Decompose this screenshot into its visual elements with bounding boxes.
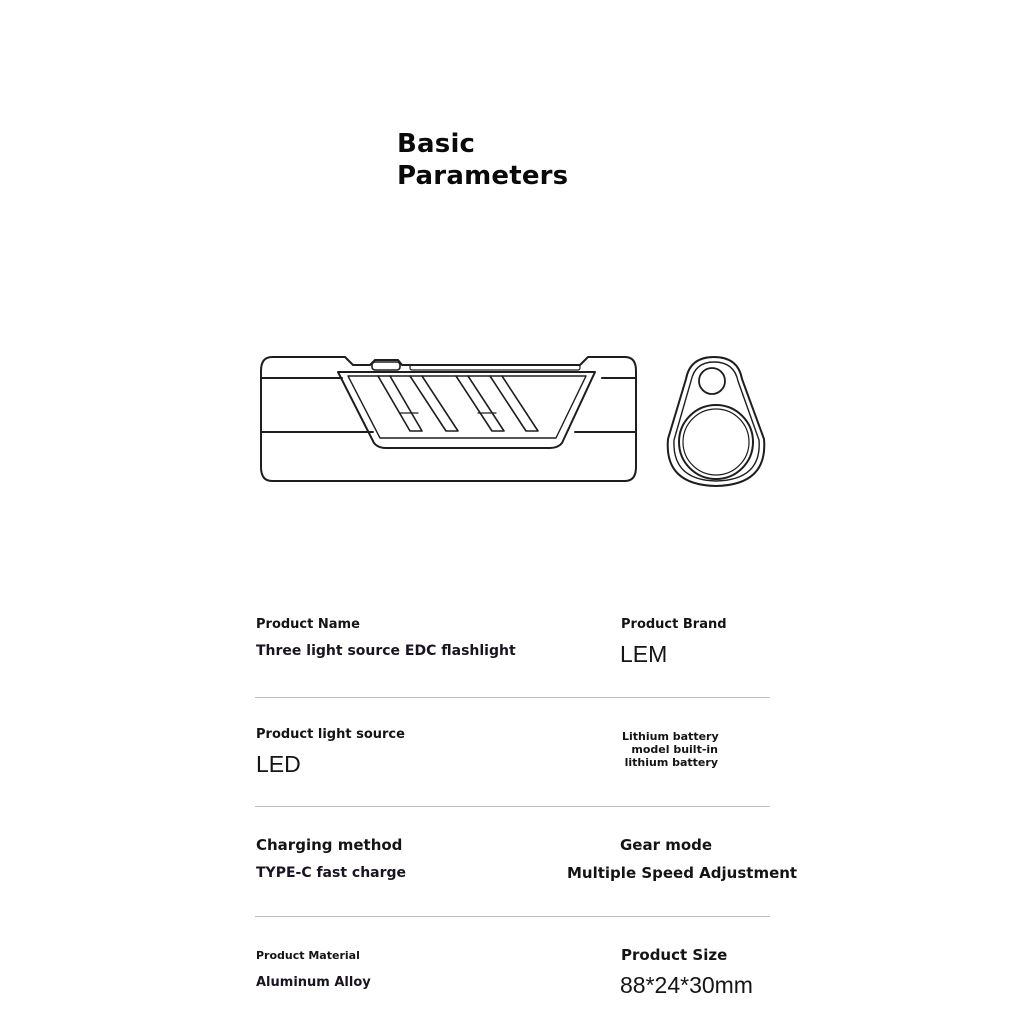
product-illustration [250,345,780,495]
light-source-label: Product light source [256,727,405,742]
battery-line-3: lithium battery [624,756,718,769]
material-label: Product Material [256,949,360,962]
size-value: 88*24*30mm [620,972,753,998]
divider-1 [255,697,770,698]
product-name-value: Three light source EDC flashlight [256,643,516,659]
divider-2 [255,806,770,807]
divider-3 [255,916,770,917]
battery-info [622,730,718,769]
charging-value: TYPE-C fast charge [256,865,407,881]
material-value: Aluminum Alloy [256,975,371,990]
flashlight-side-view [261,357,636,481]
flashlight-end-view [668,357,765,486]
product-brand-label: Product Brand [621,617,727,632]
charging-label: Charging method [256,836,403,854]
product-brand-value: LEM [620,641,668,667]
title-line-1: Basic [397,129,476,159]
gear-mode-label: Gear mode [620,836,713,854]
battery-line-2: model built-in [631,743,718,756]
size-label: Product Size [621,946,728,964]
title-line-2: Parameters [397,161,569,191]
battery-line-1: Lithium battery [622,730,719,743]
gear-mode-value: Multiple Speed Adjustment [567,864,798,882]
page-title [397,128,568,192]
product-name-label: Product Name [256,617,360,632]
light-source-value: LED [256,751,301,777]
